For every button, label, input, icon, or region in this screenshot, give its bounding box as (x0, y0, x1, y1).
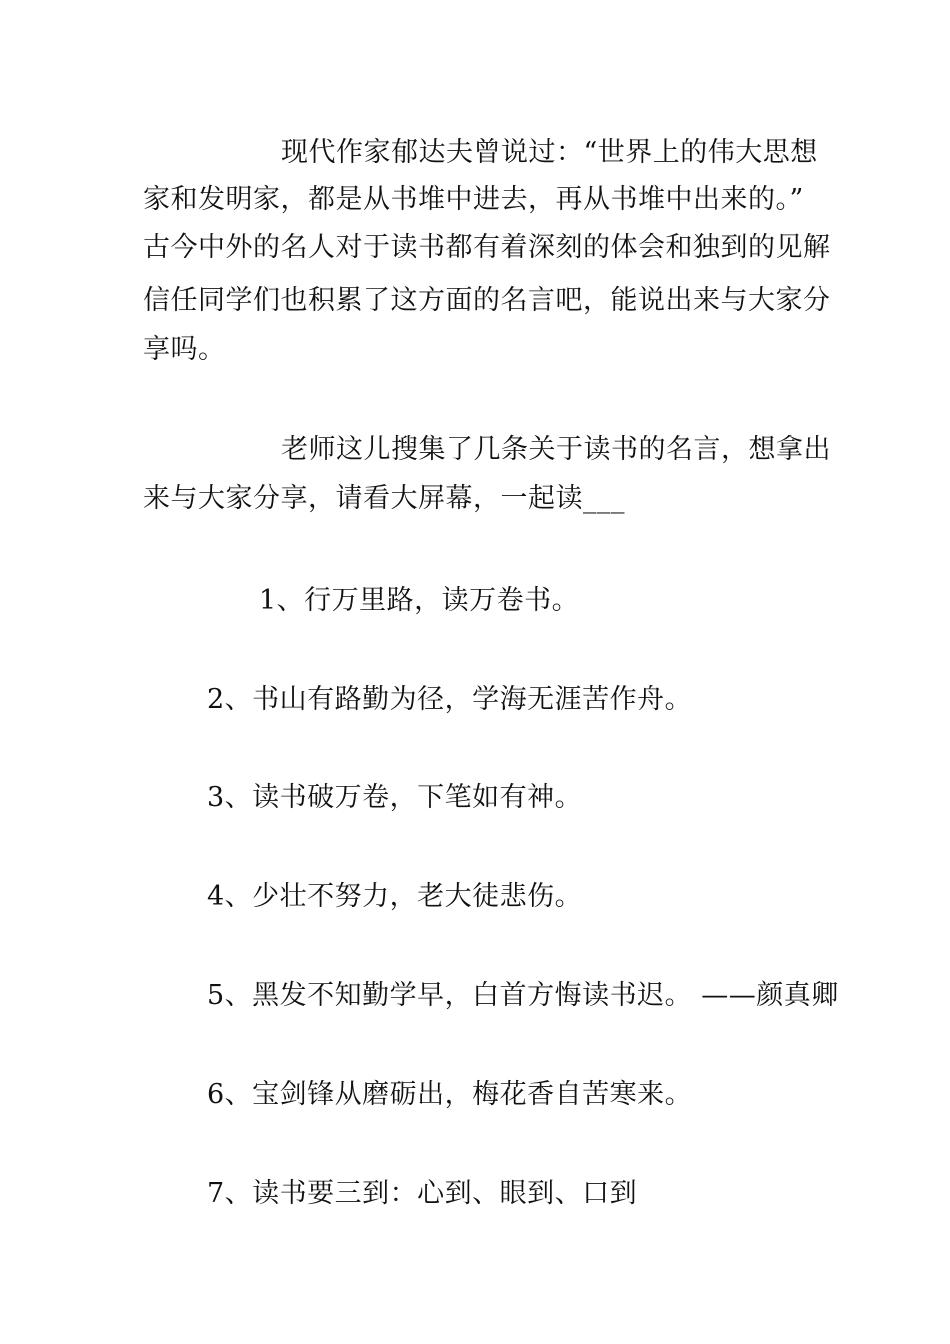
quote-item-3: 3、读书破万卷，下笔如有神。 (207, 782, 583, 813)
paragraph2-line-2: 来与大家分享，请看大屏幕，一起读___ (143, 483, 625, 514)
paragraph1-line-4: 信任同学们也积累了这方面的名言吧，能说出来与大家分 (143, 285, 831, 316)
quote-item-2: 2、书山有路勤为径，学海无涯苦作舟。 (207, 684, 693, 715)
paragraph1-line-3: 古今中外的名人对于读书都有着深刻的体会和独到的见解 (143, 232, 831, 263)
paragraph1-line-1: 现代作家郁达夫曾说过：“世界上的伟大思想 (281, 137, 818, 168)
quote-item-4: 4、少壮不努力，老大徒悲伤。 (207, 881, 583, 912)
quote-item-7: 7、读书要三到：心到、眼到、口到 (207, 1178, 638, 1209)
paragraph1-line-2: 家和发明家，都是从书堆中进去，再从书堆中出来的。” (143, 184, 804, 215)
quote-item-6: 6、宝剑锋从磨砺出，梅花香自苦寒来。 (207, 1079, 693, 1110)
paragraph2-line-1: 老师这儿搜集了几条关于读书的名言，想拿出 (281, 434, 831, 465)
paragraph1-line-5: 享吗。 (143, 334, 226, 365)
quote-item-1: 1、行万里路，读万卷书。 (259, 585, 580, 616)
quote-item-5: 5、黑发不知勤学早，白首方悔读书迟。 ——颜真卿 (207, 980, 839, 1011)
